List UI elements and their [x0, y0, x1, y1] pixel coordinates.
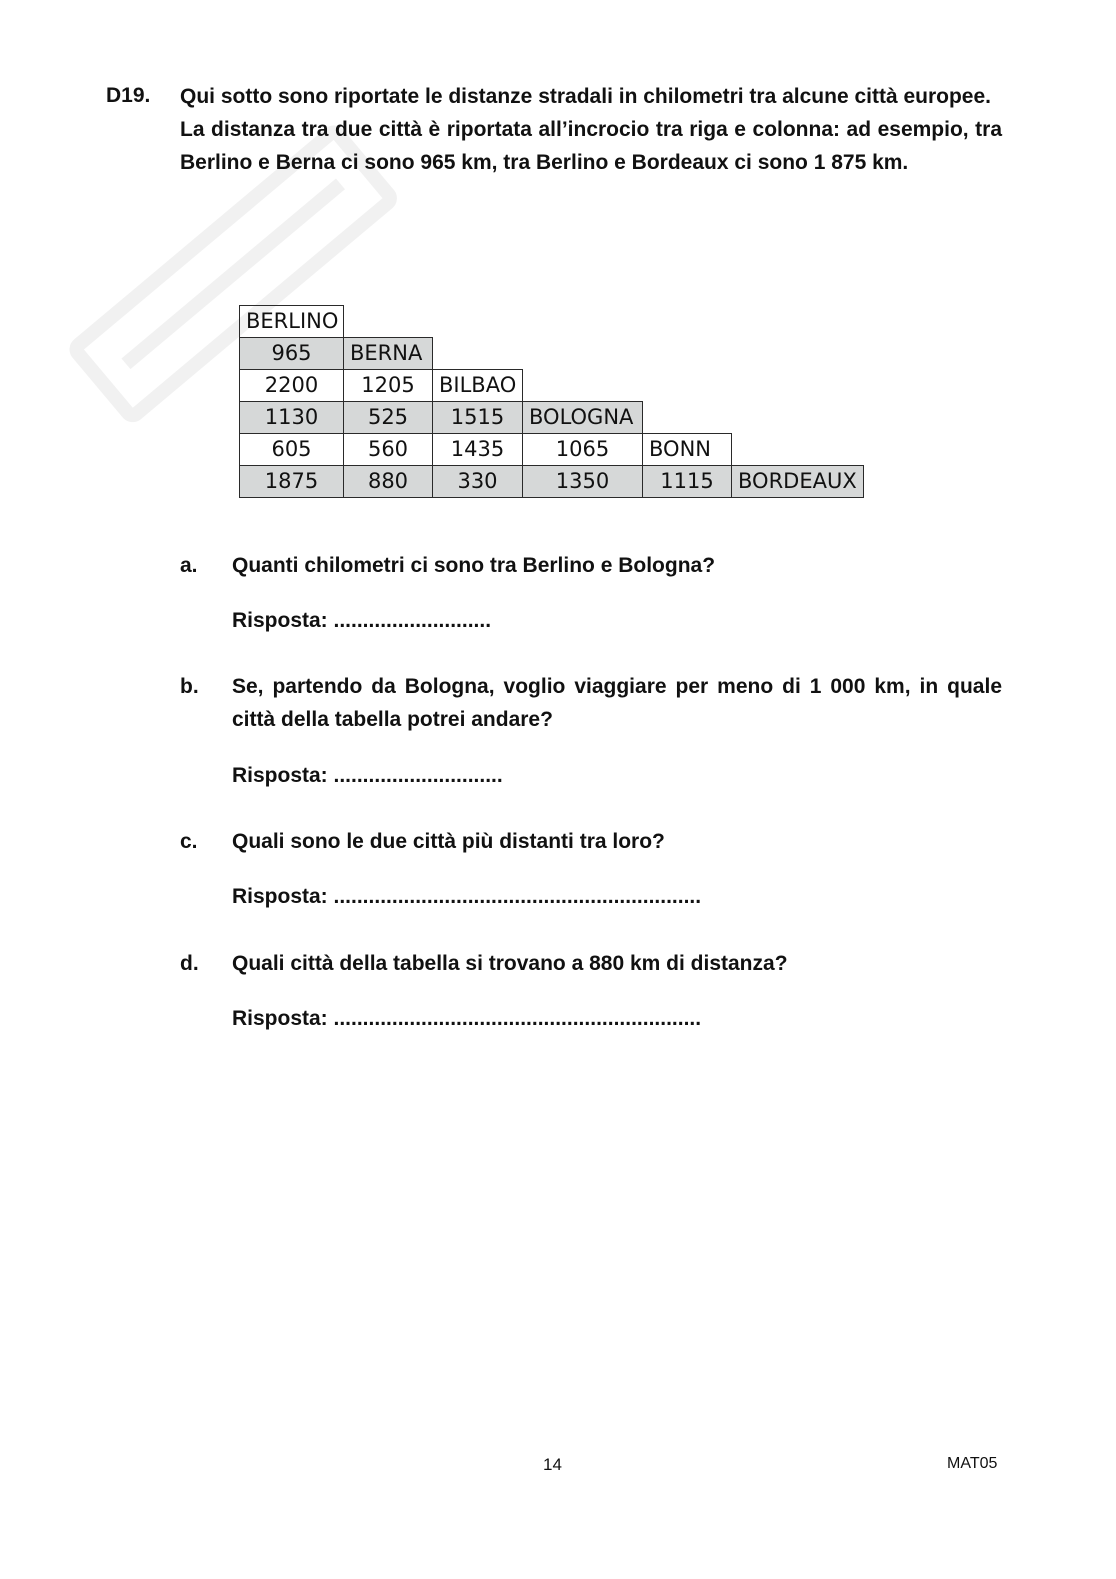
distance-cell: 1115 — [643, 466, 732, 498]
distance-cell: 1875 — [240, 466, 344, 498]
empty-cell — [643, 306, 732, 338]
table-row — [240, 338, 864, 370]
empty-cell — [732, 306, 864, 338]
item-b — [180, 670, 1002, 736]
empty-cell — [523, 338, 643, 370]
item-d — [180, 947, 1002, 980]
empty-cell — [523, 306, 643, 338]
empty-cell — [732, 338, 864, 370]
table-row — [240, 434, 864, 466]
page-number: 14 — [543, 1455, 562, 1474]
distance-cell: 560 — [344, 434, 433, 466]
item-d-text: Quali città della tabella si trovano a 880 km di distanza? — [232, 952, 788, 975]
empty-cell — [433, 338, 523, 370]
empty-cell — [344, 306, 433, 338]
distance-cell: 1515 — [433, 402, 523, 434]
distance-cell: 330 — [433, 466, 523, 498]
item-c — [180, 825, 1002, 858]
city-name-cell: BERLINO — [240, 306, 344, 338]
empty-cell — [732, 434, 864, 466]
distance-cell: 1350 — [523, 466, 643, 498]
question-number: D19. — [106, 84, 151, 107]
empty-cell — [433, 306, 523, 338]
question-text — [180, 80, 1002, 179]
distance-cell: 965 — [240, 338, 344, 370]
city-name-cell: BORDEAUX — [732, 466, 864, 498]
distance-cell: 525 — [344, 402, 433, 434]
item-b-text: Se, partendo da Bologna, voglio viaggiare per meno di 1 000 km, in quale città della tabella potrei andare? — [232, 675, 1002, 731]
distance-cell: 2200 — [240, 370, 344, 402]
distance-cell: 1130 — [240, 402, 344, 434]
distance-cell: 1205 — [344, 370, 433, 402]
item-a — [180, 549, 1002, 582]
table-row — [240, 466, 864, 498]
document-code: MAT05 — [947, 1455, 998, 1472]
distance-cell: 605 — [240, 434, 344, 466]
city-name-cell: BOLOGNA — [523, 402, 643, 434]
city-name-cell: BILBAO — [433, 370, 523, 402]
distance-table — [239, 305, 864, 498]
item-c-text: Quali sono le due città più distanti tra loro? — [232, 830, 665, 853]
item-b-answer[interactable]: Risposta: ............................. — [232, 764, 503, 787]
distance-cell: 1065 — [523, 434, 643, 466]
item-c-answer[interactable]: Risposta: ............................................................... — [232, 885, 702, 908]
item-d-letter: d. — [180, 952, 199, 975]
item-c-letter: c. — [180, 830, 198, 853]
empty-cell — [732, 370, 864, 402]
empty-cell — [643, 338, 732, 370]
empty-cell — [523, 370, 643, 402]
table-row — [240, 306, 864, 338]
item-a-text: Quanti chilometri ci sono tra Berlino e Bologna? — [232, 554, 716, 577]
city-name-cell: BONN — [643, 434, 732, 466]
question-intro: Qui sotto sono riportate le distanze stradali in chilometri tra alcune città europee. — [180, 85, 992, 108]
city-name-cell: BERNA — [344, 338, 433, 370]
item-d-answer[interactable]: Risposta: ............................................................... — [232, 1007, 702, 1030]
empty-cell — [732, 402, 864, 434]
empty-cell — [643, 370, 732, 402]
item-a-letter: a. — [180, 554, 198, 577]
distance-table-body — [240, 306, 864, 498]
item-a-answer[interactable]: Risposta: ........................... — [232, 609, 492, 632]
table-row — [240, 370, 864, 402]
distance-cell: 1435 — [433, 434, 523, 466]
table-row — [240, 402, 864, 434]
empty-cell — [643, 402, 732, 434]
item-b-letter: b. — [180, 675, 199, 698]
distance-cell: 880 — [344, 466, 433, 498]
question-example: La distanza tra due città è riportata all’incrocio tra riga e colonna: ad esempio, tra Berlino e Berna ci sono 965 km, tra Berlino e Bordeaux ci sono 1 875 km. — [180, 118, 1002, 174]
